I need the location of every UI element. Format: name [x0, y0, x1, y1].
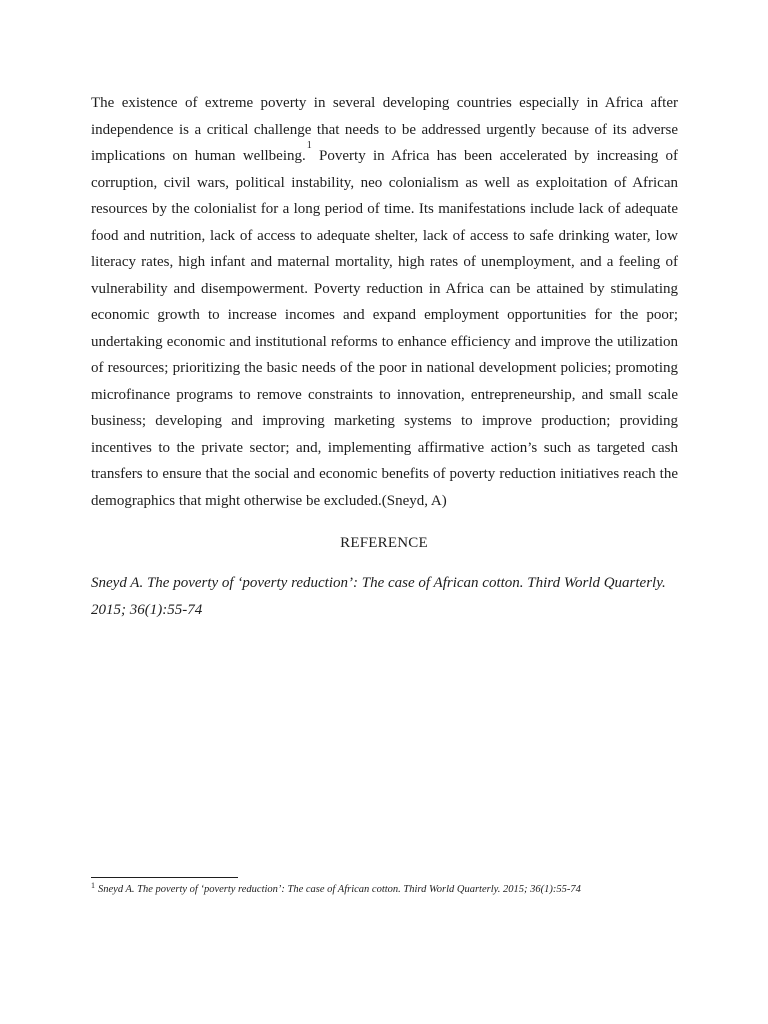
- footnote-marker: 1: [91, 881, 95, 890]
- footnote-separator-rule: [91, 877, 238, 878]
- footnote-reference-marker: 1: [306, 140, 312, 151]
- reference-entry: Sneyd A. The poverty of ‘poverty reduction’: The case of African cotton. Third World Quarterly. 2015; 36(1):55-74: [91, 575, 666, 618]
- reference-heading: REFERENCE: [340, 535, 428, 551]
- footnote-text: Sneyd A. The poverty of ‘poverty reduction’: The case of African cotton. Third World Quarterly. 2015; 36(1):55-74: [98, 884, 581, 895]
- paragraph-text-part-1: The existence of extreme poverty in several developing countries especially in Africa after independence is a critical challenge that needs to be addressed urgently because of its adverse implications on human wellbeing.: [91, 95, 678, 164]
- body-paragraph: [91, 90, 678, 514]
- paragraph-text-part-2: Poverty in Africa has been accelerated by increasing of corruption, civil wars, political instability, neo colonialism as well as exploitation of African resources by the colonialist for a long period of time. Its manifestations include lack of adequate food and nutrition, lack of access to adequate shelter, lack of access to safe drinking water, low literacy rates, high infant and maternal mortality, high rates of unemployment, and a feeling of vulnerability and disempowerment. Poverty reduction in Africa can be attained by stimulating economic growth to increase incomes and expand employment opportunities for the poor; undertaking economic and institutional reforms to enhance efficiency and improve the utilization of resources; prioritizing the basic needs of the poor in national development policies; promoting microfinance programs to remove constraints to innovation, entrepreneurship, and small scale business; developing and improving marketing systems to improve production; providing incentives to the private sector; and, implementing affirmative action’s such as targeted cash transfers to ensure that the social and economic benefits of poverty reduction initiatives reach the demographics that might otherwise be excluded.(Sneyd, A): [91, 148, 678, 509]
- footnote: [91, 882, 691, 898]
